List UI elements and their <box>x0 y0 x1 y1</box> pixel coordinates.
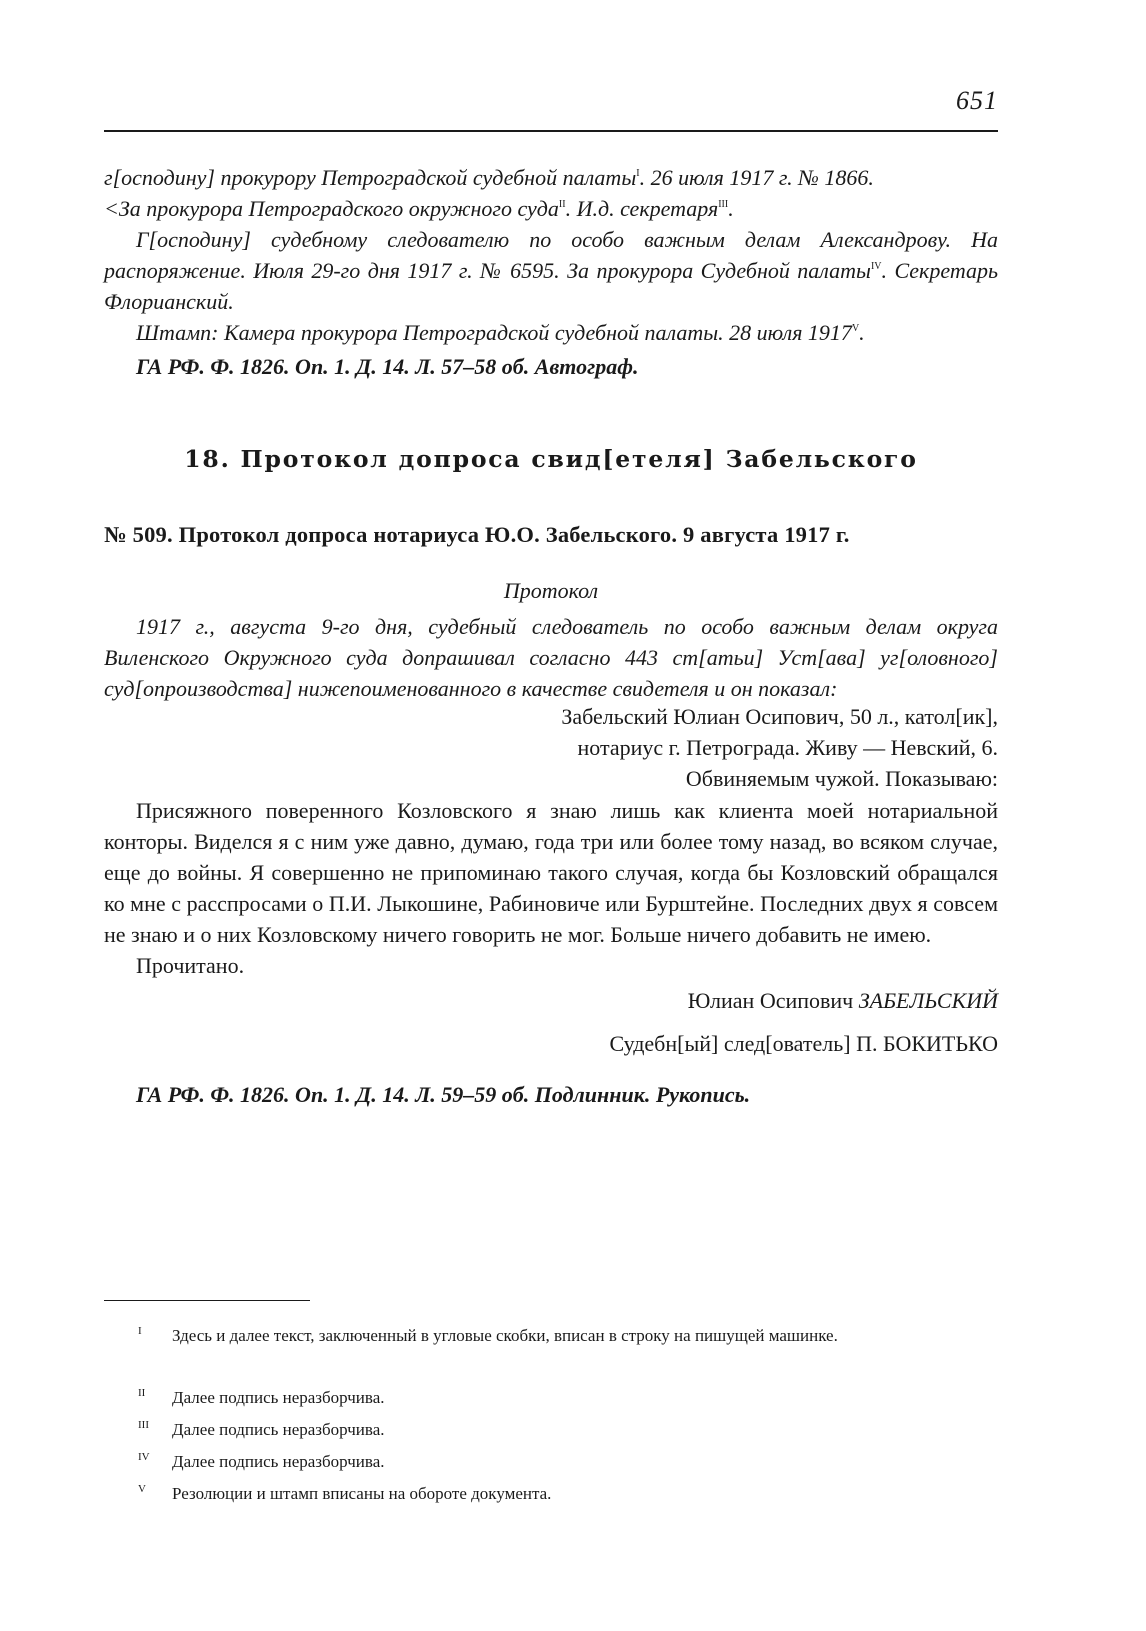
resolution-paragraph-2: Г[осподину] судебному следователю по особо важным делам Александрову. На распоряжение. Июля 29-го дня 1917 г. № 6595. За прокурора Судебной палаты$^{IV}$. Секретарь Флорианский. <box>104 227 998 314</box>
footnote-ref-3: III <box>718 199 729 210</box>
witness-signature: Юлиан Осипович ЗАБЕЛЬСКИЙ <box>687 988 998 1013</box>
witness-line-3: Обвиняемым чужой. Показываю: <box>685 766 998 791</box>
witness-line-1: Забельский Юлиан Осипович, 50 л., катол[ик], <box>561 704 998 729</box>
archive-source-2: ГА РФ. Ф. 1826. Оп. 1. Д. 14. Л. 59–59 об. Подлинник. Рукопись. <box>136 1082 751 1107</box>
footnote-2: II Далее подпись неразборчива. <box>138 1387 385 1407</box>
read-note: Прочитано. <box>136 953 245 978</box>
footnote-rule <box>104 1300 310 1301</box>
footnote-3: III Далее подпись неразборчива. <box>138 1419 385 1439</box>
testimony: Присяжного поверенного Козловского я знаю лишь как клиента моей нотариальной конторы. Виделся я с ним уже давно, думаю, года три или более тому назад, во всяком случае, еще до войны. Я совершенно не припоминаю такого случая, когда бы Козловский обращался ко мне с расспросами о П.И. Лыкошине, Рабиновиче или Бурштейне. Последних двух я совсем не знаю и о них Козловскому ничего говорить не мог. Больше ничего добавить не имею. Прочитано. <box>104 795 998 981</box>
protocol-intro: 1917 г., августа 9-го дня, судебный следователь по особо важным делам округа Виленского Окружного суда допрашивал согласно 443 ст[атьи] Уст[ава] уг[оловного] суд[опроизводства] нижепоименованного в качестве свидетеля и он показал: <box>104 614 998 701</box>
witness-line-2: нотариус г. Петрограда. Живу — Невский, 6. <box>577 735 998 760</box>
footnote-5: V Резолюции и штамп вписаны на обороте документа. <box>138 1483 552 1503</box>
resolution-line-1: г[осподину] прокурору Петроградской судебной палаты$^I$. 26 июля 1917 г. № 1866. <box>104 165 874 190</box>
footnote-4: IV Далее подпись неразборчива. <box>138 1451 385 1471</box>
archive-source-1: ГА РФ. Ф. 1826. Оп. 1. Д. 14. Л. 57–58 об. Автограф. <box>136 354 639 379</box>
stamp-paragraph: Штамп: Камера прокурора Петроградской судебной палаты. 28 июля $1917^V$. <box>136 320 865 345</box>
investigator-signature: Судебн[ый] след[ователь] П. БОКИТЬКО <box>609 1031 998 1056</box>
footnote-ref-1: I <box>636 168 640 179</box>
footnote-1: I Здесь и далее текст, заключенный в угловые скобки, вписан в строку на пишущей машинке. <box>138 1325 838 1345</box>
witness-details <box>104 701 998 794</box>
section-heading: 18. Протокол допроса свид[етеля] Забельского <box>184 445 918 473</box>
footnote-ref-2: II <box>558 199 566 210</box>
footnote-ref-4: IV <box>870 261 882 272</box>
resolution-line-2: <За прокурора Петроградского окружного суда$^{II}$. И.д. секретаря$^{III}$. <box>104 196 734 221</box>
protocol-title: Протокол <box>503 578 599 603</box>
resolution-text <box>104 162 998 348</box>
page-number: 651 <box>956 86 998 115</box>
header-rule <box>104 130 998 132</box>
document-heading: № 509. Протокол допроса нотариуса Ю.О. Забельского. 9 августа 1917 г. <box>104 522 850 547</box>
footnote-ref-5: V <box>851 323 860 334</box>
